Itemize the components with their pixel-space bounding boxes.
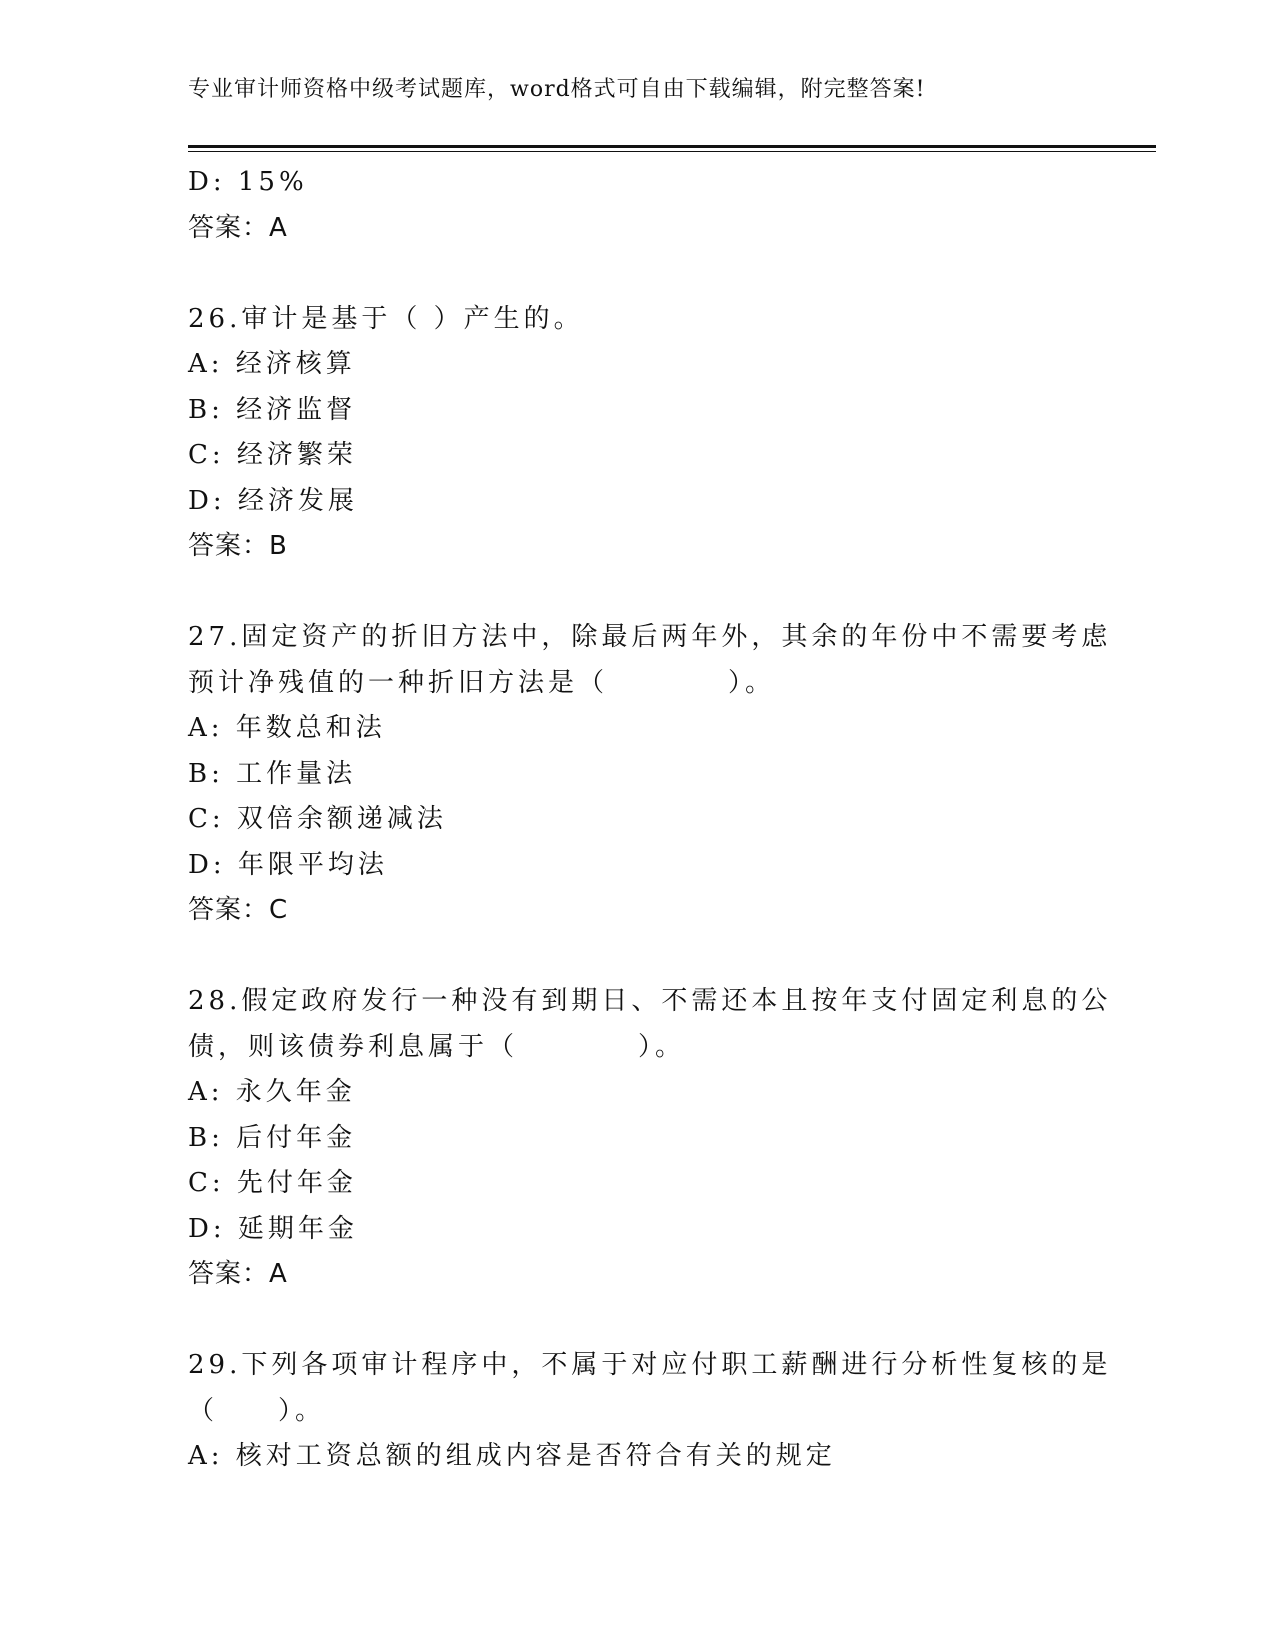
option-a: A: 经济核算: [188, 349, 356, 379]
answer: 答案：B: [188, 531, 288, 561]
option-d: D: 延期年金: [188, 1213, 358, 1244]
question-28: [188, 979, 1112, 1298]
header-rule-thick: [188, 145, 1156, 148]
question-stem-line: （ ）。: [188, 1395, 326, 1426]
option-d: D: 15%: [188, 167, 308, 197]
option-c: C: 经济繁荣: [188, 440, 357, 470]
option-b: B: 工作量法: [188, 758, 357, 789]
option-b: B: 后付年金: [188, 1122, 357, 1153]
spacer: [188, 251, 1088, 297]
answer: 答案：C: [188, 895, 289, 925]
spacer: [188, 1298, 1088, 1344]
question-stem-line: 债，则该债券利息属于（ ）。: [188, 1031, 686, 1062]
option-a: A: 永久年金: [188, 1077, 356, 1107]
document-body: [188, 160, 1112, 1480]
option-d: D: 年限平均法: [188, 849, 388, 880]
spacer: [188, 570, 1088, 616]
page-header: 专业审计师资格中级考试题库，word格式可自由下载编辑，附完整答案!: [188, 77, 926, 102]
option-c: C: 先付年金: [188, 1168, 357, 1198]
question-stem-line: 29.下列各项审计程序中，不属于对应付职工薪酬进行分析性复核的是: [188, 1350, 1112, 1380]
question-stem-line: 28.假定政府发行一种没有到期日、不需还本且按年支付固定利息的公: [188, 986, 1112, 1016]
question-29: [188, 1343, 1112, 1480]
answer: 答案：A: [188, 1259, 288, 1289]
header-rule-thin: [188, 151, 1156, 152]
answer: 答案：A: [188, 212, 288, 243]
question-stem-line: 26.审计是基于（ ）产生的。: [188, 303, 584, 334]
option-a: A: 年数总和法: [188, 713, 386, 743]
question-stem-line: 预计净残值的一种折旧方法是（ ）。: [188, 667, 776, 698]
option-a: A: 核对工资总额的组成内容是否符合有关的规定: [188, 1441, 836, 1471]
option-d: D: 经济发展: [188, 485, 358, 516]
option-b: B: 经济监督: [188, 394, 357, 425]
question-stem-line: 27.固定资产的折旧方法中，除最后两年外，其余的年份中不需要考虑: [188, 622, 1112, 652]
spacer: [188, 934, 1088, 980]
option-c: C: 双倍余额递减法: [188, 804, 447, 834]
question-26: [188, 297, 1088, 570]
question-27: [188, 615, 1112, 934]
